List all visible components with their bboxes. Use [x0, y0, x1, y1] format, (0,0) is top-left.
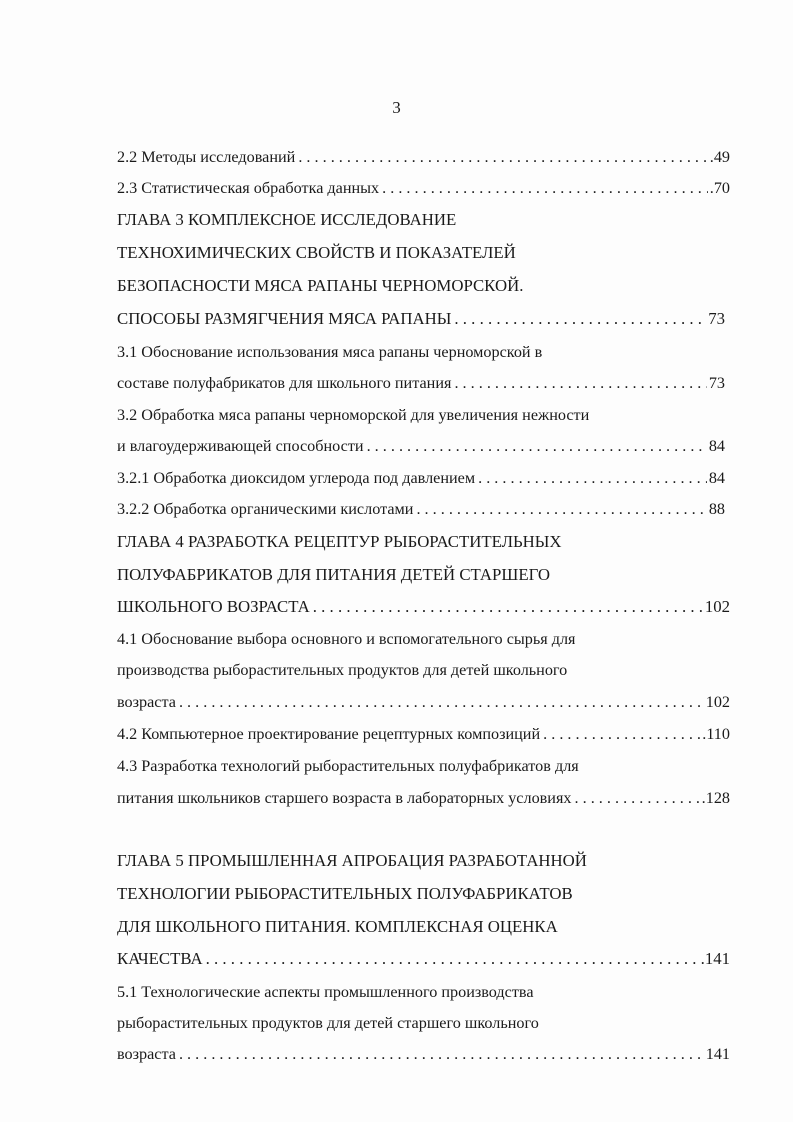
toc-chapter-5-line-2: ТЕХНОЛОГИИ РЫБОРАСТИТЕЛЬНЫХ ПОЛУФАБРИКАТОВ	[117, 884, 573, 903]
dot-leader	[454, 370, 706, 396]
toc-entry-4-1-line-1: 4.1 Обоснование выбора основного и вспомогательного сырья для	[117, 630, 576, 648]
toc-entry-4-3-line-2	[117, 785, 730, 811]
toc-chapter-5-line-4	[117, 946, 730, 972]
toc-entry-text: КАЧЕСТВА	[117, 949, 203, 968]
toc-entry-page: 84	[708, 437, 725, 455]
dot-leader	[454, 306, 706, 332]
toc-entry-text: СПОСОБЫ РАЗМЯГЧЕНИЯ МЯСА РАПАНЫ	[117, 309, 452, 328]
toc-entry-text: 3.2.1 Обработка диоксидом углерода под давлением	[117, 469, 476, 487]
dot-leader	[206, 946, 699, 972]
toc-entry-page: 88	[708, 500, 725, 518]
toc-entry-page: 73	[708, 374, 725, 392]
toc-chapter-4-line-3	[117, 594, 730, 620]
toc-entry-text: ШКОЛЬНОГО ВОЗРАСТА	[117, 597, 310, 616]
toc-entry-3-2-line-1: 3.2 Обработка мяса рапаны черноморской для увеличения нежности	[117, 406, 590, 424]
dot-leader	[382, 175, 708, 201]
toc-entry-text: 4.2 Компьютерное проектирование рецептурных композиций	[117, 725, 541, 743]
toc-entry-text: и влагоудерживающей способности	[117, 437, 364, 455]
toc-entry-2-2	[117, 144, 730, 170]
toc-entry-page: 102	[705, 693, 730, 711]
toc-entry-page: .110	[702, 725, 730, 743]
toc-chapter-3-line-4	[117, 306, 725, 332]
dot-leader	[313, 594, 703, 620]
dot-leader	[367, 433, 707, 459]
dot-leader	[416, 496, 706, 522]
toc-entry-5-1-line-3	[117, 1041, 730, 1067]
toc-entry-5-1-line-1: 5.1 Технологические аспекты промышленного производства	[117, 983, 534, 1001]
toc-entry-page: 141	[705, 1045, 730, 1063]
dot-leader	[298, 144, 707, 170]
toc-chapter-4-line-2: ПОЛУФАБРИКАТОВ ДЛЯ ПИТАНИЯ ДЕТЕЙ СТАРШЕГО	[117, 565, 550, 584]
toc-chapter-3-line-2: ТЕХНОХИМИЧЕСКИХ СВОЙСТВ И ПОКАЗАТЕЛЕЙ	[117, 243, 516, 262]
toc-entry-4-1-line-3	[117, 689, 730, 715]
toc-entry-text: составе полуфабрикатов для школьного питания	[117, 374, 452, 392]
toc-entry-3-1-line-2	[117, 370, 725, 396]
page-number: 3	[392, 98, 401, 117]
dot-leader	[179, 689, 704, 715]
dot-leader	[179, 1041, 704, 1067]
toc-entry-5-1-line-2: рыборастительных продуктов для детей старшего школьного	[117, 1014, 539, 1032]
toc-entry-2-3	[117, 175, 730, 201]
toc-entry-page: .128	[701, 789, 730, 807]
toc-entry-3-2-line-2	[117, 433, 725, 459]
dot-leader	[575, 785, 700, 811]
toc-chapter-3-line-3: БЕЗОПАСНОСТИ МЯСА РАПАНЫ ЧЕРНОМОРСКОЙ.	[117, 276, 524, 295]
toc-entry-text: возраста	[117, 1045, 176, 1063]
toc-entry-4-3-line-1: 4.3 Разработка технологий рыборастительных полуфабрикатов для	[117, 757, 579, 775]
dot-leader	[543, 721, 700, 747]
toc-entry-text: возраста	[117, 693, 176, 711]
toc-entry-3-1-line-1: 3.1 Обоснование использования мяса рапаны черноморской в	[117, 343, 543, 361]
toc-entry-text: 3.2.2 Обработка органическими кислотами	[117, 500, 414, 518]
toc-entry-page: 73	[708, 309, 725, 328]
toc-entry-3-2-2	[117, 496, 725, 522]
toc-entry-text: 2.3 Статистическая обработка данных	[117, 179, 380, 197]
toc-entry-page: 102	[704, 597, 730, 616]
toc-chapter-5-line-3: ДЛЯ ШКОЛЬНОГО ПИТАНИЯ. КОМПЛЕКСНАЯ ОЦЕНКА	[117, 917, 558, 936]
toc-entry-3-2-1	[117, 465, 725, 491]
toc-chapter-3-line-1: ГЛАВА 3 КОМПЛЕКСНОЕ ИССЛЕДОВАНИЕ	[117, 210, 457, 229]
toc-chapter-5-line-1: ГЛАВА 5 ПРОМЫШЛЕННАЯ АПРОБАЦИЯ РАЗРАБОТАННОЙ	[117, 851, 587, 870]
toc-entry-4-1-line-2: производства рыборастительных продуктов для детей школьного	[117, 661, 568, 679]
toc-entry-text: 2.2 Методы исследований	[117, 148, 296, 166]
toc-entry-page: .49	[709, 148, 730, 166]
toc-entry-page: .141	[700, 949, 730, 968]
toc-chapter-4-line-1: ГЛАВА 4 РАЗРАБОТКА РЕЦЕПТУР РЫБОРАСТИТЕЛЬНЫХ	[117, 532, 562, 551]
toc-entry-text: питания школьников старшего возраста в лабораторных условиях	[117, 789, 572, 807]
toc-entry-4-2	[117, 721, 730, 747]
toc-entry-page: 84	[708, 469, 725, 487]
toc-entry-page: .70	[709, 179, 730, 197]
dot-leader	[478, 465, 707, 491]
